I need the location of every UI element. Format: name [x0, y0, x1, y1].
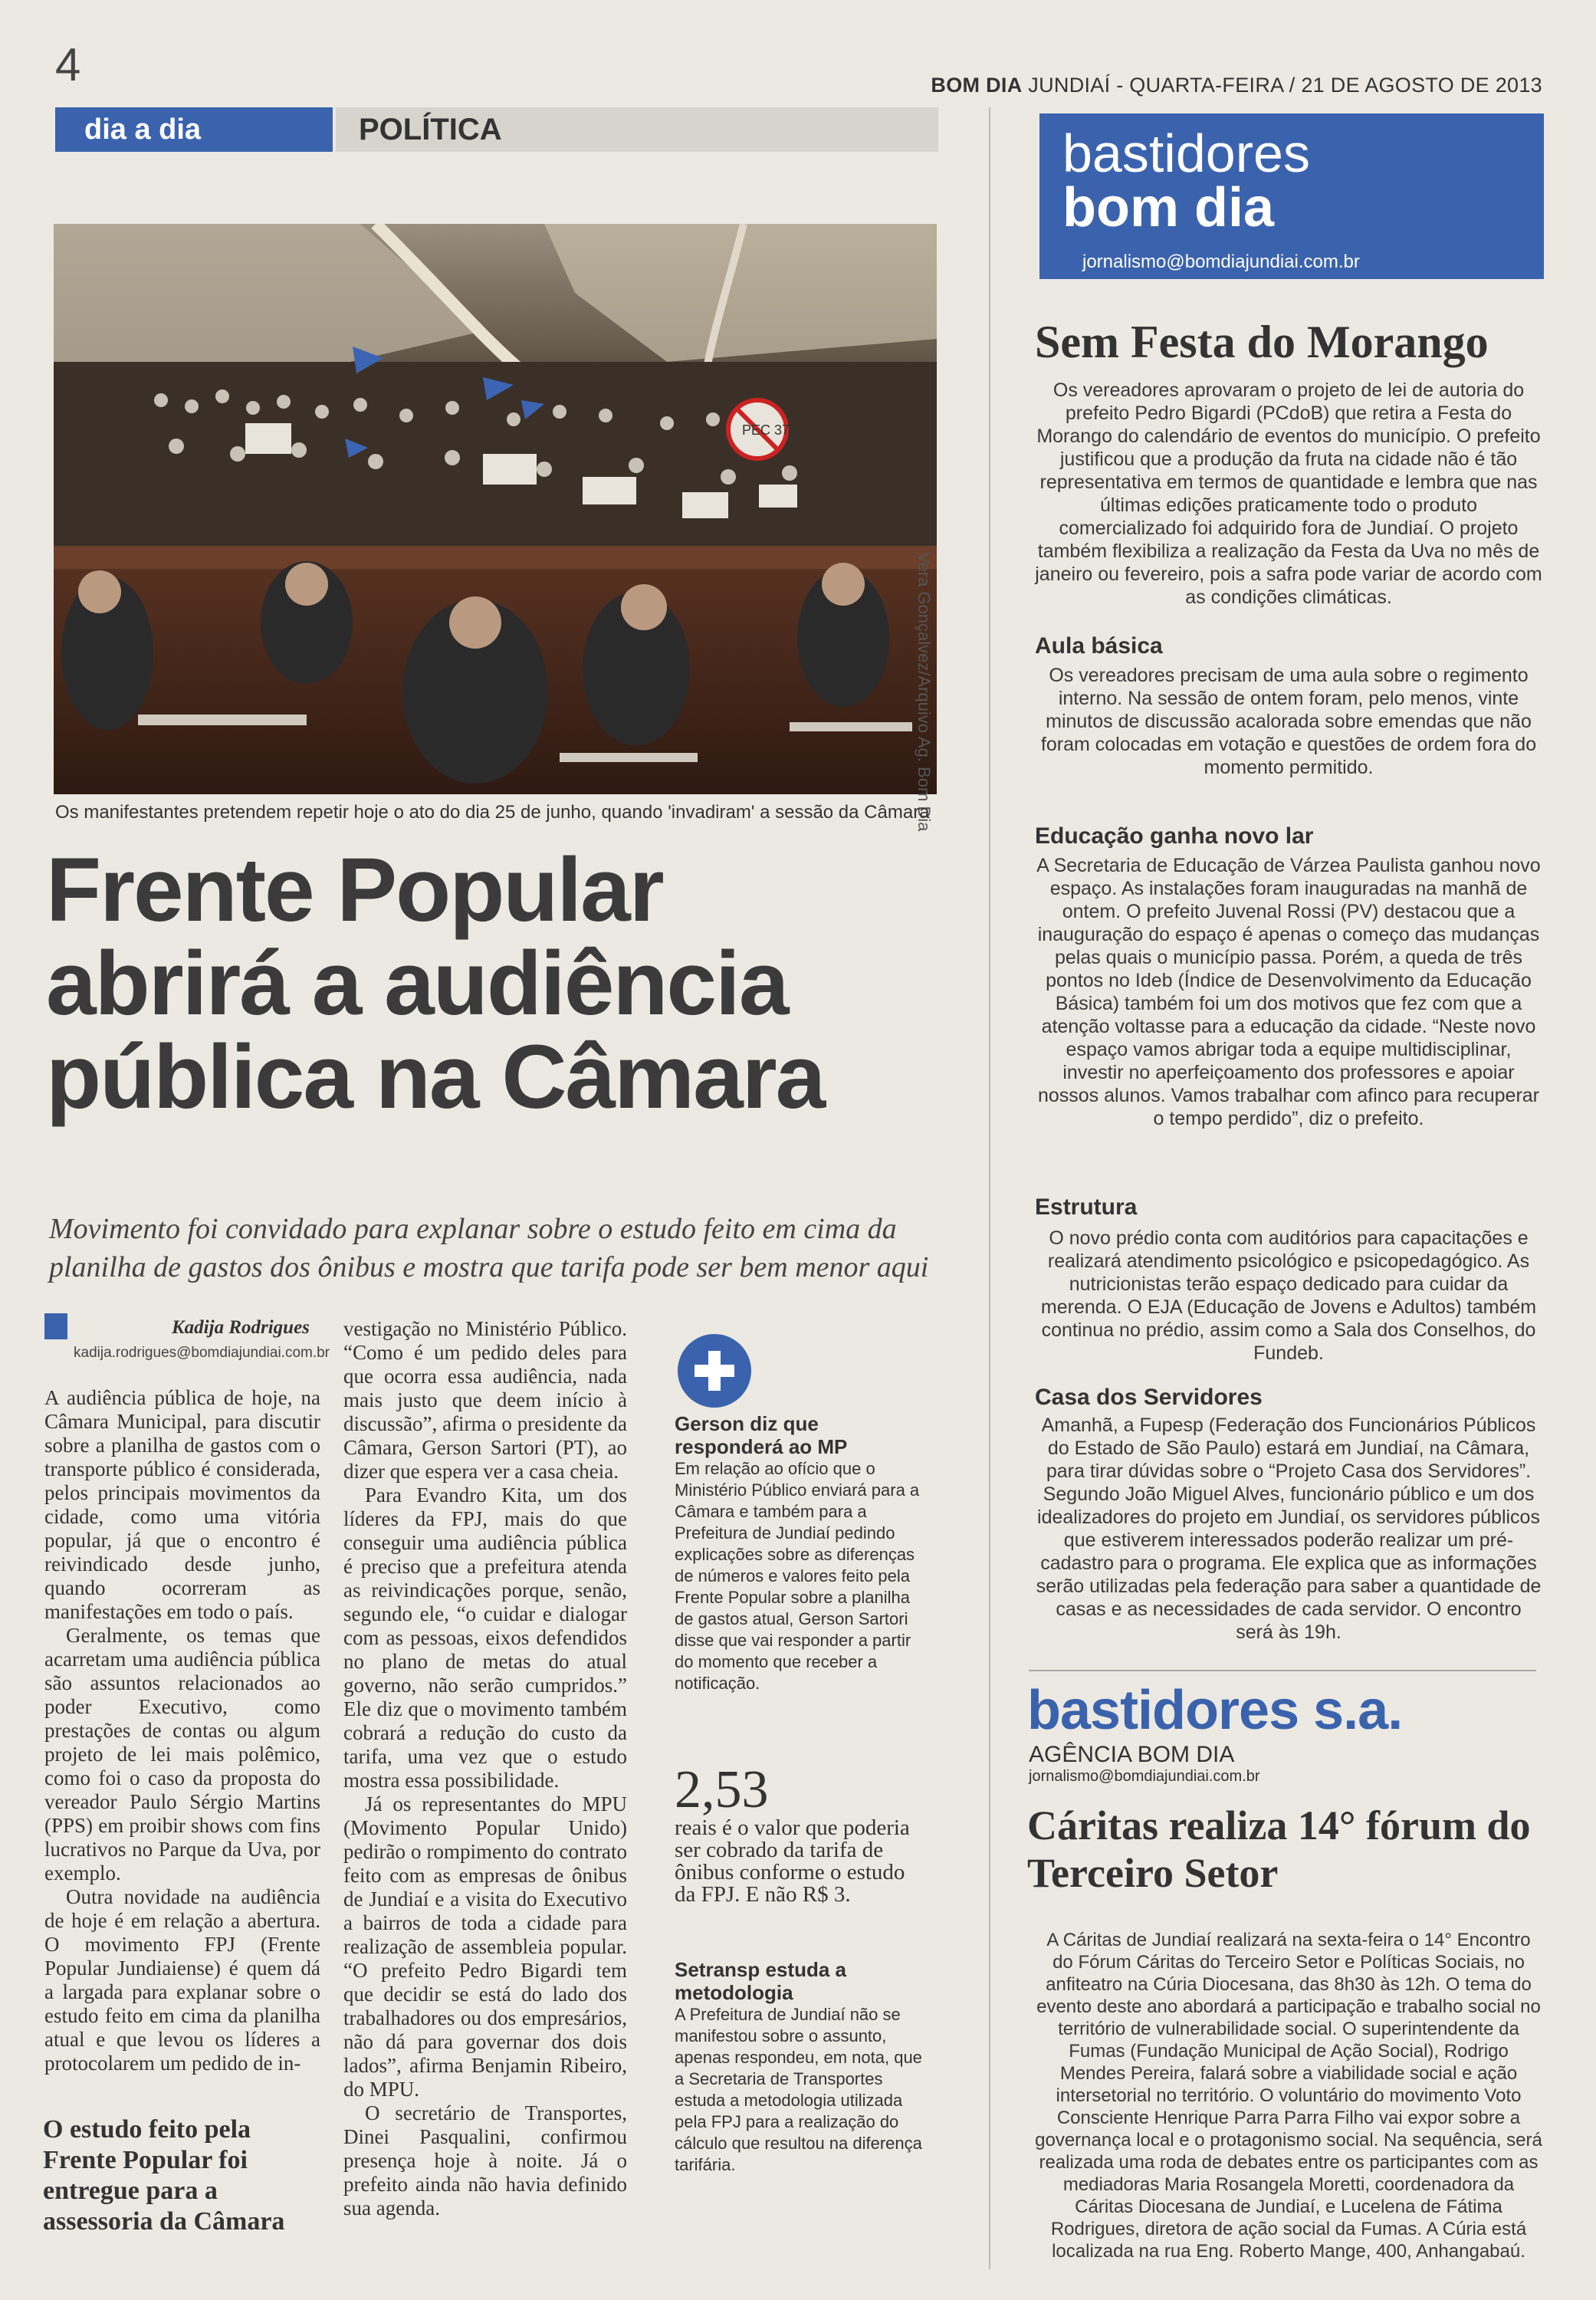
author-marker — [44, 1313, 67, 1339]
paragraph: A audiência pública de hoje, na Câmara Municipal, para discutir sobre a planilha de gastos com o transporte público é considerada, pelos principais movimentos da cidade, como uma vitória popular, já que o encontro é reivindicado desde junho, quando ocorreram as manifestações em todo o país. — [44, 1386, 320, 1623]
note-body-educacao: A Secretaria de Educação de Várzea Paulista ganhou novo espaço. As instalações foram inauguradas na manhã de ontem. O prefeito Juvenal Rossi (PV) destacou que a inauguração do espaço é apenas o começo das mudanças pelas quais o município passa. Porém, a queda de três pontos no Ideb (Índice de Desenvolvimento da Educação Básica) também foi um dos motivos que fez com que a atenção voltasse para a educação da cidade. “Neste novo espaço vamos abrigar toda a equipe multidisciplinar, investir no aperfeiçoamento dos professores e apoiar nossos alunos. Vamos trabalhar com afinco para recuperar o tempo perdido”, diz o prefeito. — [1036, 855, 1541, 1129]
bastidores-email: jornalismo@bomdiajundiai.com.br — [1082, 251, 1360, 272]
masthead-dateline: JUNDIAÍ - QUARTA-FEIRA / 21 DE AGOSTO DE 2013 — [1022, 74, 1542, 97]
article-column-2 — [343, 1317, 627, 2220]
note-body-morango: Os vereadores aprovaram o projeto de lei de autoria do prefeito Pedro Bigardi (PCdoB) que retira a Festa do Morango do calendário de eventos do município. O prefeito justificou que a produção da fruta na cidade não é tão representativa em termos de quantidade e lembra que nas últimas edições praticamente todo o produto comercializado foi adquirido fora de Jundiaí. O projeto também flexibiliza a realização da Festa da Uva no mês de janeiro ou fevereiro, pois a safra pode variar de acordo com as condições climáticas. — [1035, 380, 1542, 608]
sidebar-item-mp — [675, 1412, 928, 1694]
sidebar-body: Em relação ao ofício que o Ministério Público enviará para a Câmara e também para a Prefeitura de Jundiaí pedindo explicações sobre as diferenças de números e valores feito pela Frente Popular sobre a planilha de gastos atual, Gerson Sartori disse que vai responder a partir do momento que receber a notificação. — [675, 1459, 920, 1693]
big-number: 2,53 — [675, 1760, 769, 1819]
sidebar-title: Setransp estuda a metodologia — [675, 1958, 846, 2004]
note-title-estrutura: Estrutura — [1035, 1194, 1138, 1220]
subheadline: Movimento foi convidado para explanar sobre o estudo feito em cima da planilha de gastos dos ônibus e mostra que tarifa pode ser bem menor aqui — [49, 1213, 929, 1283]
bastidores-title: bastidores — [1062, 123, 1310, 183]
paragraph: Já os representantes do MPU (Movimento Popular Unido) pedirão o rompimento do contrato feito com as empresas de ônibus de Jundiaí e a visita do Executivo a bairros de toda a cidade para realização de assembleia popular. “O prefeito Pedro Bigardi tem que decidir se está do lado dos trabalhadores ou dos empresários, não dá para governar dos dois lados”, afirma Benjamin Ribeiro, do MPU. — [343, 1792, 627, 2101]
sa-email: jornalismo@bomdiajundiai.com.br — [1029, 1768, 1260, 1785]
section-tag: dia a dia — [55, 107, 333, 152]
photo-caption: Os manifestantes pretendem repetir hoje o ato do dia 25 de junho, quando 'invadiram' a sessão da Câmara — [55, 802, 930, 823]
headline-line: Frente Popular — [46, 840, 663, 941]
headline — [46, 840, 951, 1128]
pull-quote: O estudo feito pela Frente Popular foi entregue para a assessoria da Câmara — [43, 2115, 285, 2236]
author-name: Kadija Rodrigues — [172, 1317, 310, 1338]
author-email: kadija.rodrigues@bomdiajundiai.com.br — [74, 1345, 330, 1361]
sidebar-item-setransp — [675, 1958, 928, 2176]
article-column-1 — [44, 1386, 320, 2075]
note-title-casa: Casa dos Servidores — [1035, 1385, 1263, 1410]
paragraph: Para Evandro Kita, um dos líderes da FPJ, mais do que conseguir uma audiência pública é preciso que a prefeitura atenda as reivindicações porque, senão, segundo ele, “o cuidar e dialogar com as pessoas, eixos defendidos no plano de metas do atual governo, não serão cumpridos.” Ele diz que o movimento também cobrará a redução do custo da tarifa, uma vez que o estudo mostra essa possibilidade. — [343, 1484, 627, 1792]
note-body-estrutura: O novo prédio conta com auditórios para capacitações e realizará atendimento psicológico e psicopedagógico. As nutricionistas terão espaço dedicado para cuidar da merenda. O EJA (Educação de Jovens e Adultos) também continua no prédio, assim como a Sala dos Conselhos, do Fundeb. — [1040, 1227, 1537, 1364]
paragraph: O secretário de Transportes, Dinei Pasqualini, confirmou presença hoje à noite. Já o prefeito ainda não havia definido sua agenda. — [343, 2101, 627, 2220]
sa-title: bastidores s.a. — [1027, 1680, 1403, 1741]
page-number: 4 — [55, 39, 81, 90]
plus-icon — [678, 1334, 751, 1408]
headline-line: pública na Câmara — [46, 1027, 825, 1128]
section-name: POLÍTICA — [336, 107, 938, 152]
section-rule — [1029, 1670, 1536, 1671]
note-title-educacao: Educação ganha novo lar — [1035, 823, 1314, 849]
sidebar-body: A Prefeitura de Jundiaí não se manifestou sobre o assunto, apenas respondeu, em nota, que a Secretaria de Transportes estuda a metodologia utilizada pela FPJ para a realização do cálculo que resultou na diferença tarifária. — [675, 2005, 922, 2174]
paragraph: Outra novidade na audiência de hoje é em relação a abertura. O movimento FPJ (Frente Popular Jundiaiense) é quem dá a largada para explanar sobre o estudo feito em cima da planilha atual e que levou os líderes a protocolarem um pedido de in- — [44, 1885, 320, 2075]
column-divider — [989, 107, 990, 2269]
big-number-text: reais é o valor que poderia ser cobrado da tarifa de ônibus conforme o estudo da FPJ. E não R$ 3. — [675, 1815, 910, 1907]
bastidores-subtitle: bom dia — [1062, 177, 1275, 238]
masthead-brand: BOM DIA — [931, 74, 1023, 97]
chamber-photo — [54, 224, 937, 794]
note-title-aula: Aula básica — [1035, 633, 1163, 659]
sa-agency: AGÊNCIA BOM DIA — [1029, 1742, 1235, 1767]
note-body-aula: Os vereadores precisam de uma aula sobre o regimento interno. Na sessão de ontem foram, pelo menos, vinte minutos de discussão acalorada sobre emendas que não foram colocadas em votação e questões de ordem fora do momento permitido. — [1040, 665, 1537, 778]
sidebar-title: Gerson diz que responderá ao MP — [675, 1412, 848, 1458]
note-body-casa: Amanhã, a Fupesp (Federação dos Funcionários Públicos do Estado de São Paulo) estará em Jundiaí, na Câmara, para tirar dúvidas sobre o “Projeto Casa dos Servidores”. Segundo João Miguel Alves, funcionário público e um dos idealizadores do projeto em Jundiaí, os servidores públicos que estiverem interessados poderão realizar um pré-cadastro para o programa. Ele explica que as informações serão utilizadas pela federação para saber a quantidade de casas e as necessidades de cada servidor. O encontro será às 19h. — [1036, 1414, 1542, 1643]
paragraph: Geralmente, os temas que acarretam uma audiência pública são assuntos relacionados ao poder Executivo, como prestações de contas ou algum projeto de lei mais polêmico, como foi o caso da proposta do vereador Paulo Sérgio Martins (PPS) em proibir shows com fins lucrativos no Parque da Uva, por exemplo. — [44, 1624, 320, 1884]
note-title-morango: Sem Festa do Morango — [1035, 317, 1489, 367]
headline-line: abrirá a audiência — [46, 933, 788, 1034]
masthead — [931, 74, 1542, 97]
sa-body: A Cáritas de Jundiaí realizará na sexta-feira o 14° Encontro do Fórum Cáritas do Terceiro Setor e Políticas Sociais, no anfiteatro na Cúria Diocesana, das 8h30 às 12h. O tema do evento deste ano abordará a participação e trabalho social no território de vulnerabilidade social. O superintendente da Fumas (Fundação Municipal de Ação Social), Rodrigo Mendes Pereira, falará sobre a viabilidade social e ação intersetorial no território. O voluntário do movimento Voto Consciente Henrique Parra Parra Filho vai expor sobre a governança local e o protagonismo social. Na sequência, será realizada uma roda de debates entre os participantes com as mediadoras Maria Rosangela Moretti, coordenadora da Cáritas Diocesana de Jundiaí, e Lucelena de Fátima Rodrigues, diretora de ação social da Fumas. A Cúria está localizada na rua Eng. Roberto Mange, 400, Anhangabaú. — [1035, 1930, 1542, 2262]
paragraph: vestigação no Ministério Público. “Como é um pedido deles para que ocorra essa audiência, nada mais justo que deem início à discussão”, afirma o presidente da Câmara, Gerson Sartori (PT), ao dizer que espera ver a casa cheia. — [343, 1317, 627, 1483]
photo-credit: Vera Gonçalvez/Arquivo Ag. Bom Dia — [915, 552, 934, 832]
sa-headline: Cáritas realiza 14° fórum do Terceiro Setor — [1027, 1802, 1531, 1896]
protest-sign-text: PEC 37 — [742, 422, 790, 438]
